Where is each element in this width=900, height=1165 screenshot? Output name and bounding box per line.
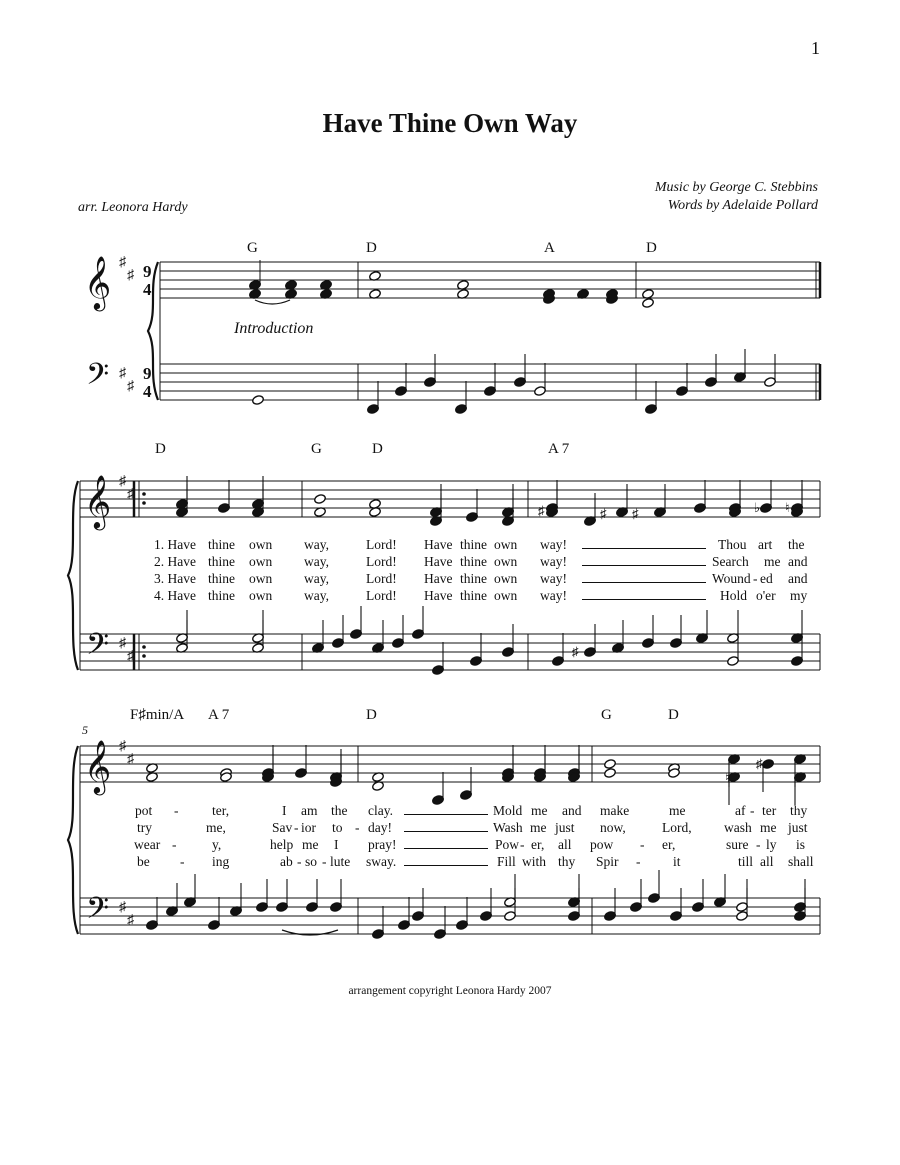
lyric-syllable: day! bbox=[368, 820, 392, 835]
sharp-icon: ♯ bbox=[119, 739, 126, 754]
chord-symbol: A bbox=[544, 240, 555, 256]
lyric-syllable: - bbox=[640, 837, 645, 852]
lyric-syllable: and bbox=[788, 554, 808, 569]
lyric-syllable: I bbox=[334, 837, 339, 852]
lyric-syllable: - bbox=[297, 854, 302, 869]
chord-symbol: D bbox=[366, 707, 377, 723]
lyric-syllable: own bbox=[249, 571, 273, 586]
chord-symbol: G bbox=[601, 707, 612, 723]
lyric-syllable: me bbox=[669, 803, 686, 818]
lyric-syllable: pot bbox=[135, 803, 153, 818]
lyric-syllable: ior bbox=[301, 820, 316, 835]
lyric-syllable: sway. bbox=[366, 854, 397, 869]
lyric-syllable: - bbox=[172, 837, 177, 852]
lyric-syllable: 2. Have bbox=[154, 554, 196, 569]
lyric-syllable: Have bbox=[424, 588, 453, 603]
lyric-syllable: way! bbox=[540, 571, 567, 586]
lyric-syllable: - bbox=[753, 571, 758, 586]
treble-clef-icon: 𝄞 bbox=[84, 257, 112, 308]
lyric-syllable: way, bbox=[304, 537, 329, 552]
time-signature: 9 bbox=[143, 262, 152, 281]
sharp-icon: ♯ bbox=[119, 900, 126, 915]
lyric-syllable: - bbox=[355, 820, 360, 835]
lyric-syllable: help bbox=[270, 837, 294, 852]
sharp-icon: ♯ bbox=[756, 756, 763, 771]
lyric-syllable: wear bbox=[134, 837, 161, 852]
lyric-syllable: try bbox=[137, 820, 152, 835]
lyric-syllable: thine bbox=[208, 588, 235, 603]
sharp-icon: ♯ bbox=[127, 752, 134, 767]
lyric-syllable: af bbox=[735, 803, 746, 818]
lyric-syllable: with bbox=[522, 854, 547, 869]
tie bbox=[255, 300, 290, 304]
notehead bbox=[604, 768, 617, 779]
lyric-syllable: me bbox=[760, 820, 777, 835]
lyric-syllable: way! bbox=[540, 588, 567, 603]
lyric-syllable: Search bbox=[712, 554, 749, 569]
song-title: Have Thine Own Way bbox=[322, 108, 578, 138]
lyric-syllable: Lord! bbox=[366, 537, 397, 552]
lyric-syllable: er, bbox=[662, 837, 676, 852]
lyric-syllable: thine bbox=[460, 554, 487, 569]
chord-symbol: D bbox=[366, 240, 377, 256]
lyric-syllable: - bbox=[756, 837, 761, 852]
lyric-syllable: pray! bbox=[368, 837, 397, 852]
treble-clef-icon: 𝄞 bbox=[84, 741, 112, 792]
lyric-syllable: till bbox=[738, 854, 754, 869]
page-number: 1 bbox=[811, 38, 820, 58]
flat-icon: ♭ bbox=[754, 500, 761, 515]
sharp-icon: ♯ bbox=[538, 503, 545, 518]
notehead bbox=[252, 395, 265, 406]
lyric-syllable: lute bbox=[330, 854, 351, 869]
sharp-icon: ♯ bbox=[127, 913, 134, 928]
lyric-syllable: Have bbox=[424, 537, 453, 552]
lyric-syllable: thine bbox=[460, 571, 487, 586]
lyric-syllable: the bbox=[788, 537, 805, 552]
lyric-syllable: just bbox=[788, 820, 808, 835]
lyric-syllable: - bbox=[520, 837, 525, 852]
lyric-syllable: my bbox=[790, 588, 808, 603]
lyric-syllable: thine bbox=[208, 554, 235, 569]
lyric-syllable: own bbox=[494, 588, 518, 603]
lyric-syllable: way, bbox=[304, 571, 329, 586]
sharp-icon: ♯ bbox=[632, 506, 639, 521]
chord-symbol: G bbox=[247, 240, 258, 256]
lyric-syllable: own bbox=[494, 554, 518, 569]
lyric-syllable: all bbox=[558, 837, 572, 852]
lyric-syllable: 4. Have bbox=[154, 588, 196, 603]
lyric-syllable: Fill bbox=[497, 854, 516, 869]
notehead bbox=[314, 494, 327, 505]
lyric-syllable: Thou bbox=[718, 537, 747, 552]
lyric-syllable: just bbox=[555, 820, 575, 835]
lyric-syllable: shall bbox=[788, 854, 814, 869]
lyric-syllable: Have bbox=[424, 571, 453, 586]
copyright-notice: arrangement copyright Leonora Hardy 2007 bbox=[348, 985, 552, 997]
lyric-syllable: own bbox=[249, 537, 273, 552]
lyric-syllable: thine bbox=[208, 571, 235, 586]
sharp-icon: ♯ bbox=[600, 506, 607, 521]
lyric-syllable: pow bbox=[590, 837, 614, 852]
lyric-syllable: Lord! bbox=[366, 571, 397, 586]
lyric-syllable: own bbox=[249, 554, 273, 569]
bass-clef-icon: 𝄢 bbox=[86, 358, 110, 398]
lyric-syllable: way! bbox=[540, 554, 567, 569]
chord-symbol: D bbox=[372, 441, 383, 457]
lyric-syllable: ed bbox=[760, 571, 773, 586]
lyric-syllable: Have bbox=[424, 554, 453, 569]
repeat-dot bbox=[142, 654, 146, 658]
lyric-syllable: Sav bbox=[272, 820, 293, 835]
lyric-syllable: own bbox=[249, 588, 273, 603]
lyric-syllable: and bbox=[788, 571, 808, 586]
lyric-syllable: - bbox=[294, 820, 299, 835]
lyric-syllable: it bbox=[673, 854, 681, 869]
lyric-syllable: ter bbox=[762, 803, 777, 818]
lyric-syllable: y, bbox=[212, 837, 222, 852]
chord-symbol: F♯min/A bbox=[130, 707, 185, 723]
lyric-syllable: me bbox=[302, 837, 319, 852]
lyric-syllable: - bbox=[174, 803, 179, 818]
bass-clef-icon: 𝄢 bbox=[86, 892, 110, 932]
sharp-icon: ♯ bbox=[119, 636, 126, 651]
lyric-syllable: thine bbox=[460, 537, 487, 552]
lyric-syllable: clay. bbox=[368, 803, 393, 818]
sharp-icon: ♯ bbox=[119, 366, 126, 381]
sharp-icon: ♯ bbox=[127, 649, 134, 664]
brace-icon bbox=[68, 481, 78, 670]
chord-symbol: D bbox=[646, 240, 657, 256]
repeat-dot bbox=[142, 492, 146, 496]
lyric-syllable: ab bbox=[280, 854, 293, 869]
lyric-syllable: wash bbox=[724, 820, 752, 835]
lyric-syllable: way, bbox=[304, 588, 329, 603]
lyric-syllable: way! bbox=[540, 537, 567, 552]
lyric-syllable: thine bbox=[460, 588, 487, 603]
lyric-syllable: Lord! bbox=[366, 554, 397, 569]
chord-symbol: G bbox=[311, 441, 322, 457]
lyric-syllable: - bbox=[180, 854, 185, 869]
lyric-syllable: - bbox=[750, 803, 755, 818]
repeat-dot bbox=[142, 645, 146, 649]
arranger-credit: arr. Leonora Hardy bbox=[78, 200, 188, 215]
sharp-icon: ♯ bbox=[572, 644, 579, 659]
treble-clef-icon: 𝄞 bbox=[84, 476, 112, 527]
lyric-syllable: is bbox=[796, 837, 806, 852]
chord-symbol: D bbox=[668, 707, 679, 723]
lyric-syllable: and bbox=[562, 803, 582, 818]
lyric-syllable: er, bbox=[531, 837, 545, 852]
sharp-icon: ♯ bbox=[127, 379, 134, 394]
repeat-dot bbox=[142, 501, 146, 505]
chord-symbol: A 7 bbox=[208, 707, 230, 723]
lyric-syllable: Lord! bbox=[366, 588, 397, 603]
lyric-syllable: own bbox=[494, 571, 518, 586]
lyric-syllable: ly bbox=[766, 837, 777, 852]
lyric-syllable: thy bbox=[558, 854, 576, 869]
introduction-label: Introduction bbox=[234, 320, 314, 337]
sharp-icon: ♯ bbox=[127, 268, 134, 283]
lyric-syllable: way, bbox=[304, 554, 329, 569]
lyric-syllable: - bbox=[636, 854, 641, 869]
lyric-syllable: me bbox=[531, 803, 548, 818]
lyric-syllable: Spir bbox=[596, 854, 619, 869]
lyric-syllable: 3. Have bbox=[154, 571, 196, 586]
lyric-syllable: make bbox=[600, 803, 630, 818]
lyric-syllable: o'er bbox=[756, 588, 776, 603]
lyric-syllable: ter, bbox=[212, 803, 230, 818]
music-credit: Music by George C. Stebbins bbox=[654, 180, 818, 195]
lyric-syllable: 1. Have bbox=[154, 537, 196, 552]
measure-number: 5 bbox=[82, 723, 88, 737]
natural-icon: ♮ bbox=[725, 770, 730, 785]
lyric-syllable: me, bbox=[206, 820, 226, 835]
lyric-syllable: Wash bbox=[493, 820, 523, 835]
lyric-syllable: am bbox=[301, 803, 318, 818]
notehead bbox=[642, 298, 655, 309]
lyric-syllable: ing bbox=[212, 854, 230, 869]
time-signature: 4 bbox=[143, 280, 152, 299]
natural-icon: ♮ bbox=[785, 500, 790, 515]
lyric-syllable: I bbox=[282, 803, 287, 818]
lyric-syllable: own bbox=[494, 537, 518, 552]
sharp-icon: ♯ bbox=[119, 255, 126, 270]
time-signature: 9 bbox=[143, 364, 152, 383]
lyric-syllable: be bbox=[137, 854, 150, 869]
notehead bbox=[604, 759, 617, 770]
lyric-syllable: me bbox=[764, 554, 781, 569]
lyric-syllable: Pow bbox=[495, 837, 520, 852]
lyric-syllable: art bbox=[758, 537, 773, 552]
chord-symbol: D bbox=[155, 441, 166, 457]
lyric-syllable: to bbox=[332, 820, 343, 835]
brace-icon bbox=[68, 746, 78, 934]
lyric-syllable: the bbox=[331, 803, 348, 818]
lyric-syllable: - bbox=[322, 854, 327, 869]
lyric-syllable: Wound bbox=[712, 571, 751, 586]
bass-clef-icon: 𝄢 bbox=[86, 628, 110, 668]
lyric-syllable: now, bbox=[600, 820, 626, 835]
lyric-syllable: all bbox=[760, 854, 774, 869]
lyric-syllable: so bbox=[305, 854, 318, 869]
lyric-syllable: Lord, bbox=[662, 820, 692, 835]
sharp-icon: ♯ bbox=[127, 487, 134, 502]
words-credit: Words by Adelaide Pollard bbox=[667, 198, 818, 213]
lyric-syllable: Hold bbox=[720, 588, 747, 603]
lyric-syllable: me bbox=[530, 820, 547, 835]
time-signature: 4 bbox=[143, 382, 152, 401]
sharp-icon: ♯ bbox=[119, 474, 126, 489]
chord-symbol: A 7 bbox=[548, 441, 570, 457]
lyric-syllable: sure bbox=[726, 837, 749, 852]
lyric-syllable: thine bbox=[208, 537, 235, 552]
lyric-syllable: thy bbox=[790, 803, 808, 818]
lyric-syllable: Mold bbox=[493, 803, 523, 818]
